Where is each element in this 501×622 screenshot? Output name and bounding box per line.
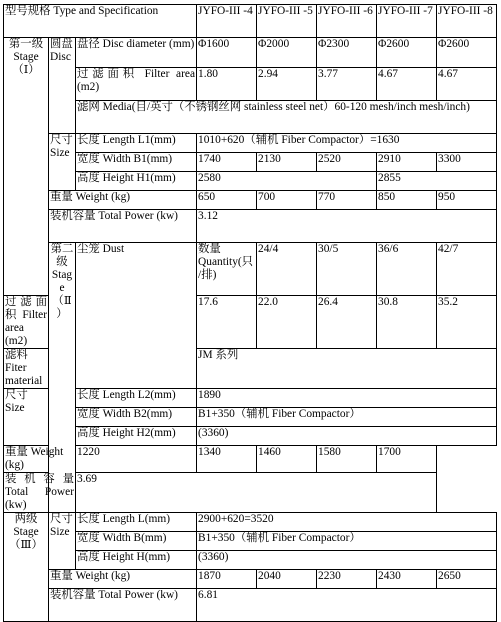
weight-label: 重量 Weight (kg) xyxy=(49,570,197,589)
model-header: JYFO-III -7 xyxy=(377,5,437,38)
table-cell: 2910 xyxy=(377,153,437,172)
table-cell: 1220 xyxy=(76,446,197,473)
table-cell: 35.2 xyxy=(437,296,497,349)
header-row xyxy=(4,5,497,38)
table-row xyxy=(4,210,497,243)
length-label: 长度 Length L(mm) xyxy=(76,513,197,532)
stage-2-label: 第二级 Stage （Ⅱ） xyxy=(49,243,76,513)
stage-3-label: 两级 Stage （Ⅲ） xyxy=(4,513,49,622)
table-row xyxy=(4,389,497,408)
width-label: 宽度 Width B1(mm) xyxy=(76,153,197,172)
table-row xyxy=(4,172,497,191)
weight-label: 重量 Weight (kg) xyxy=(4,446,76,473)
table-cell: 3300 xyxy=(437,153,497,172)
type-spec-header: 型号规格 Type and Specification xyxy=(4,5,197,38)
table-cell: 1890 xyxy=(197,389,497,408)
size-group-label: 尺寸 Size xyxy=(49,134,76,191)
table-row xyxy=(4,589,497,622)
height-label: 高度 Height H2(mm) xyxy=(76,427,197,446)
size-group-label: 尺寸 Size xyxy=(4,389,49,446)
table-row xyxy=(4,243,497,296)
table-cell: 1580 xyxy=(317,446,377,473)
table-row xyxy=(4,427,497,446)
table-cell: 42/7 xyxy=(437,243,497,296)
size-group-label: 尺寸 Size xyxy=(49,513,76,570)
disc-group-label: 圆盘 Disc xyxy=(49,38,76,134)
table-cell: 950 xyxy=(437,191,497,210)
table-cell: Φ2600 xyxy=(437,38,497,68)
table-row xyxy=(4,513,497,532)
table-cell: Φ2000 xyxy=(257,38,317,68)
table-cell: 1010+620（辅机 Fiber Compactor）=1630 xyxy=(197,134,497,153)
height-label: 高度 Height H(mm) xyxy=(76,551,197,570)
table-cell: 4.67 xyxy=(377,68,437,101)
table-cell: 2230 xyxy=(317,570,377,589)
height-label: 高度 Height H1(mm) xyxy=(76,172,197,191)
table-cell: 850 xyxy=(377,191,437,210)
model-header: JYFO-III -5 xyxy=(257,5,317,38)
table-cell: 2855 xyxy=(377,172,497,191)
table-cell: 24/4 xyxy=(257,243,317,296)
table-row xyxy=(4,408,497,427)
power-label: 装机容量 Total Power (kw) xyxy=(49,210,197,243)
table-cell: Φ2300 xyxy=(317,38,377,68)
table-cell: 1.80 xyxy=(197,68,257,101)
table-row xyxy=(4,134,497,153)
table-cell: 30.8 xyxy=(377,296,437,349)
model-header: JYFO-III -6 xyxy=(317,5,377,38)
table-cell: 700 xyxy=(257,191,317,210)
table-row xyxy=(4,570,497,589)
table-row xyxy=(4,532,497,551)
table-row xyxy=(4,38,497,68)
table-cell: 2520 xyxy=(317,153,377,172)
table-row xyxy=(4,473,497,513)
table-cell: B1+350（辅机 Fiber Compactor） xyxy=(197,408,497,427)
table-cell: 1740 xyxy=(197,153,257,172)
table-cell: 2.94 xyxy=(257,68,317,101)
table-cell: Φ1600 xyxy=(197,38,257,68)
power-label: 装机容量 Total Power (kw) xyxy=(49,589,197,622)
length-label: 长度 Length L1(mm) xyxy=(76,134,197,153)
table-cell: 3.77 xyxy=(317,68,377,101)
width-label: 宽度 Width B(mm) xyxy=(76,532,197,551)
table-cell: (3360) xyxy=(197,427,497,446)
filter-area-label: 过滤面积 Filter area (m2) xyxy=(76,68,197,101)
table-cell: 2650 xyxy=(437,570,497,589)
table-cell: 1460 xyxy=(257,446,317,473)
weight-label: 重量 Weight (kg) xyxy=(49,191,197,210)
table-cell: 6.81 xyxy=(197,589,497,622)
table-cell: 1700 xyxy=(377,446,437,473)
table-cell: Φ2600 xyxy=(377,38,437,68)
filter-area-label: 过滤面积 Filter area (m2) xyxy=(5,296,47,347)
table-cell: 3.69 xyxy=(76,473,437,513)
table-row xyxy=(4,153,497,172)
model-header: JYFO-III -8 xyxy=(437,5,497,38)
table-cell: 770 xyxy=(317,191,377,210)
material-label: 滤料 Fiter material xyxy=(4,349,49,389)
table-cell: 4.67 xyxy=(437,68,497,101)
table-cell: 650 xyxy=(197,191,257,210)
table-cell: 3.12 xyxy=(197,210,497,243)
width-label: 宽度 Width B2(mm) xyxy=(76,408,197,427)
specification-table xyxy=(3,4,497,622)
table-cell: 30/5 xyxy=(317,243,377,296)
table-row xyxy=(4,191,497,210)
table-cell: B1+350（辅机 Fiber Compactor） xyxy=(197,532,497,551)
table-cell: 36/6 xyxy=(377,243,437,296)
media-cell: 滤网 Media(目/英寸（不锈钢丝网 stainless steel net）60-120 mesh/inch mesh/inch) xyxy=(76,101,497,134)
power-label: 装机容量 Total Power (kw) xyxy=(5,473,74,511)
table-row xyxy=(4,446,497,473)
table-cell: 1870 xyxy=(197,570,257,589)
table-cell: 22.0 xyxy=(257,296,317,349)
table-cell: 2900+620=3520 xyxy=(197,513,497,532)
table-row xyxy=(4,68,497,101)
disc-diameter-label: 盘径 Disc diameter (mm) xyxy=(76,38,197,68)
table-cell: 2130 xyxy=(257,153,317,172)
table-cell: JM 系列 xyxy=(197,349,497,389)
dust-group-label: 尘笼 Dust xyxy=(76,243,197,389)
table-row xyxy=(4,101,497,134)
table-row xyxy=(4,551,497,570)
table-cell: (3360) xyxy=(197,551,497,570)
table-cell: 26.4 xyxy=(317,296,377,349)
table-cell: 2580 xyxy=(197,172,377,191)
table-cell: 2430 xyxy=(377,570,437,589)
model-header: JYFO-III -4 xyxy=(197,5,257,38)
table-cell: 17.6 xyxy=(197,296,257,349)
table-cell: 2040 xyxy=(257,570,317,589)
table-cell: 1340 xyxy=(197,446,257,473)
stage-1-label: 第一级 Stage （Ⅰ） xyxy=(4,38,49,296)
length-label: 长度 Length L2(mm) xyxy=(76,389,197,408)
quantity-label: 数量 Quantity(只/排) xyxy=(197,243,257,296)
